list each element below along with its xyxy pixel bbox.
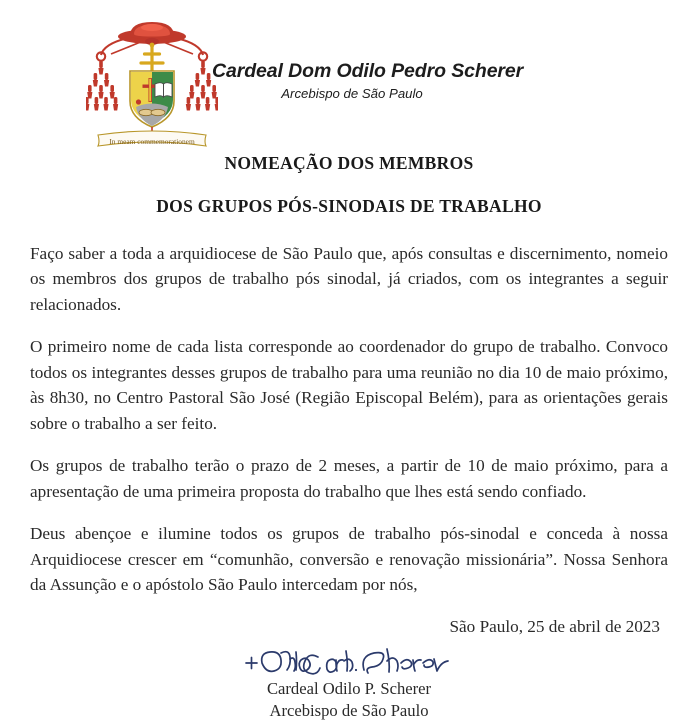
handwritten-signature-icon bbox=[242, 645, 457, 679]
letterhead-role: Arcebispo de São Paulo bbox=[281, 86, 423, 101]
signature-role: Arcebispo de São Paulo bbox=[269, 701, 429, 720]
page-title-line-2: DOS GRUPOS PÓS-SINODAIS DE TRABALHO bbox=[156, 196, 542, 216]
letterhead-name: Cardeal Dom Odilo Pedro Scherer bbox=[212, 60, 524, 82]
body-paragraph: Faço saber a toda a arquidiocese de São Paulo que, após consultas e discernimento, nomeio os membros dos grupos de trabalho pós sinodal, já criados, com os integrantes a seguir relacionados. bbox=[30, 244, 668, 314]
cardinal-coat-of-arms-icon bbox=[86, 14, 218, 150]
signature-block bbox=[0, 645, 698, 721]
letterhead bbox=[0, 0, 698, 145]
body-paragraph: O primeiro nome de cada lista corresponde ao coordenador do grupo de trabalho. Convoco todos os integrantes desses grupos de trabalho para uma reunião no dia 10 de maio próximo, às 8h30, no Centro Pastoral São José (Região Episcopal Belém), para as orientações gerais sobre o trabalho a ser feito. bbox=[30, 337, 668, 433]
crest-motto-text: In meam commemorationem bbox=[109, 137, 195, 146]
date-line: São Paulo, 25 de abril de 2023 bbox=[449, 617, 660, 637]
page-title-line-1: NOMEAÇÃO DOS MEMBROS bbox=[224, 153, 474, 173]
body-paragraph: Deus abençoe e ilumine todos os grupos de trabalho pós-sinodal e conceda à nossa Arquidiocese crescer em “comunhão, conversão e renovação missionária”. Nossa Senhora da Assunção e o apóstolo São Paulo intercedam por nós, bbox=[30, 524, 668, 594]
letterhead-text bbox=[212, 60, 524, 101]
signature-name: Cardeal Odilo P. Scherer bbox=[266, 679, 432, 699]
body-paragraph: Os grupos de trabalho terão o prazo de 2 meses, a partir de 10 de maio próximo, para a apresentação de uma primeira proposta do trabalho que lhes está sendo confiado. bbox=[30, 456, 668, 501]
document-body bbox=[30, 217, 668, 597]
